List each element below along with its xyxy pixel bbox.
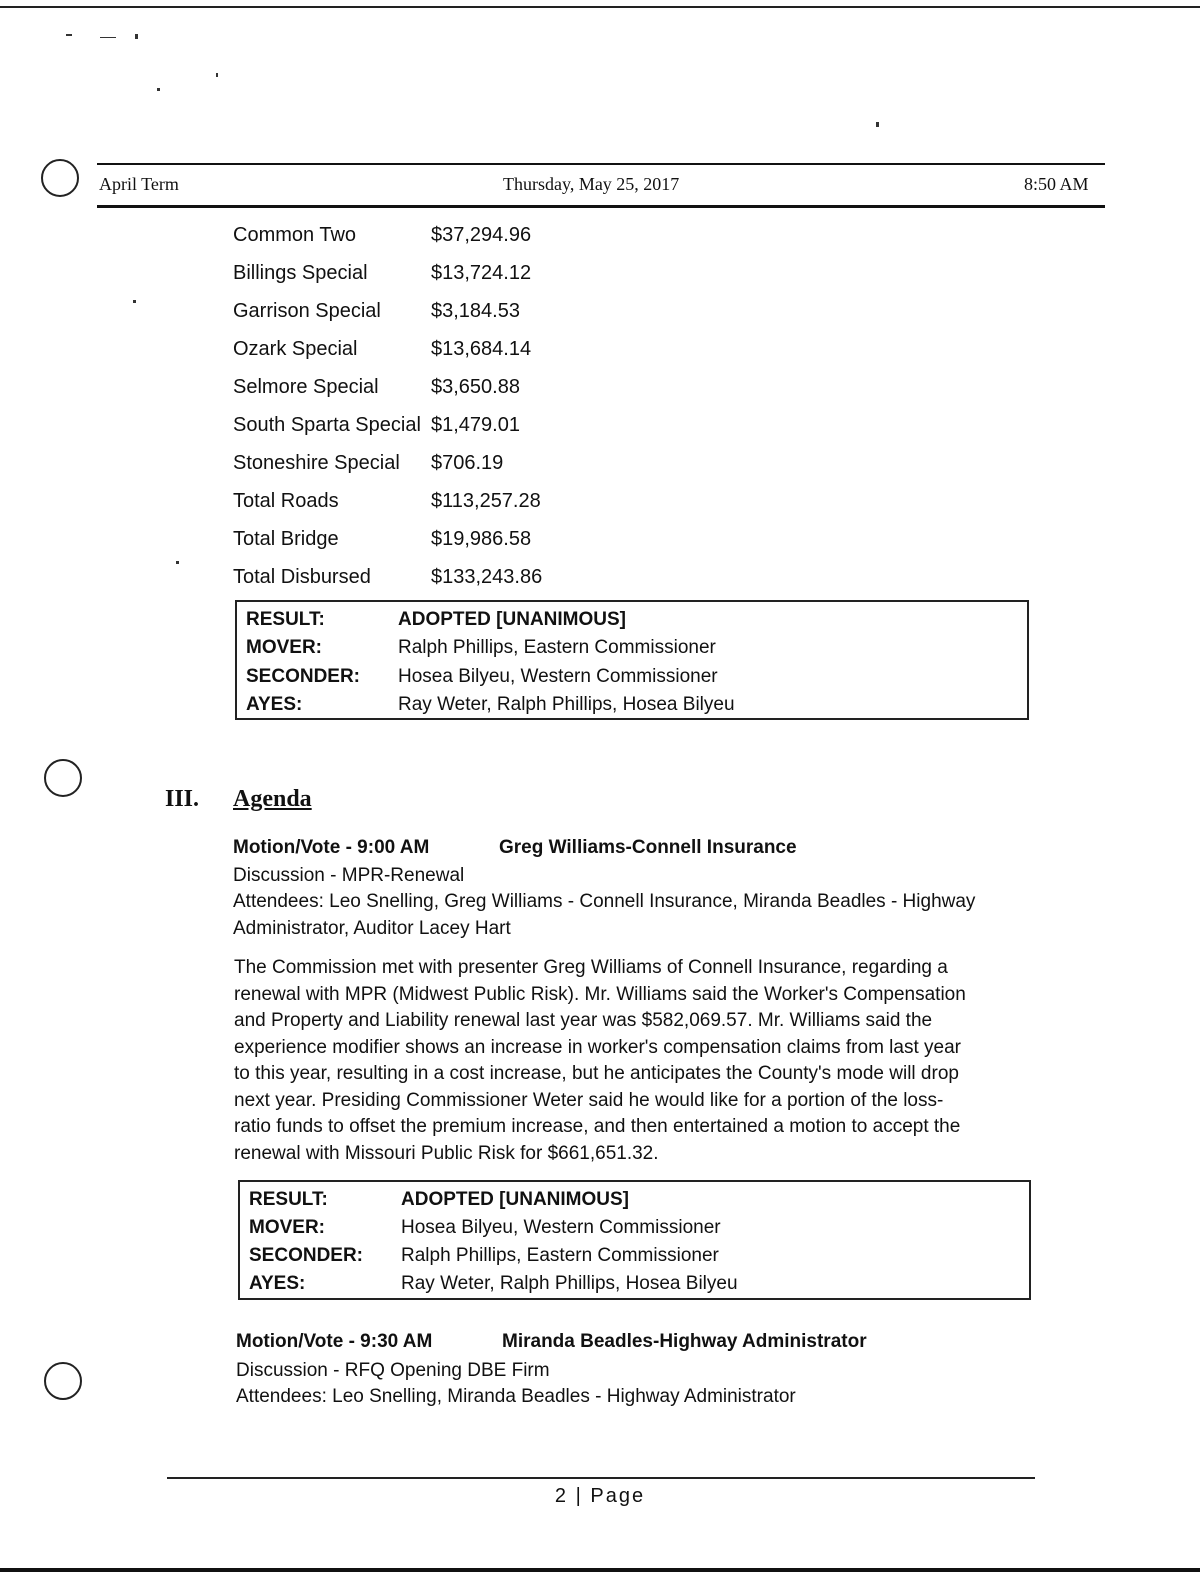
- result-value: ADOPTED [UNANIMOUS]: [401, 1189, 629, 1210]
- discussion-line: Discussion - RFQ Opening DBE Firm: [236, 1360, 550, 1381]
- scan-speck: [66, 34, 72, 36]
- result-value: ADOPTED [UNANIMOUS]: [398, 609, 626, 630]
- section-number: III.: [165, 786, 200, 812]
- paragraph-line: experience modifier shows an increase in worker's compensation claims from last year: [234, 1036, 961, 1058]
- motion-time: Motion/Vote - 9:30 AM: [236, 1331, 433, 1352]
- fund-amount: $133,243.86: [431, 566, 543, 588]
- fund-name: Common Two: [233, 224, 357, 246]
- ayes-label: AYES:: [246, 694, 303, 715]
- fund-name: Total Bridge: [233, 528, 339, 550]
- fund-name: Selmore Special: [233, 376, 379, 398]
- scan-speck: [876, 122, 879, 127]
- header-rule: [97, 163, 1105, 165]
- motion-presenter: Greg Williams-Connell Insurance: [499, 837, 797, 858]
- page-number: 2 | Page: [554, 1485, 646, 1507]
- paragraph-line: ratio funds to offset the premium increase, and then entertained a motion to accept the: [234, 1116, 961, 1137]
- ayes-label: AYES:: [249, 1273, 306, 1294]
- vote-result-box: [235, 600, 1029, 720]
- header-time: 8:50 AM: [1024, 174, 1089, 194]
- attendees-line: Attendees: Leo Snelling, Greg Williams - Connell Insurance, Miranda Beadles - Highway: [233, 891, 976, 912]
- seconder-label: SECONDER:: [246, 666, 361, 687]
- paragraph-line: to this year, resulting in a cost increase, but he anticipates the County's mode will drop: [234, 1063, 959, 1084]
- ayes-value: Ray Weter, Ralph Phillips, Hosea Bilyeu: [398, 694, 735, 715]
- scan-bottom-edge: [0, 1568, 1200, 1572]
- paragraph-line: renewal with MPR (Midwest Public Risk). Mr. Williams said the Worker's Compensation: [234, 983, 966, 1005]
- mover-value: Ralph Phillips, Eastern Commissioner: [398, 637, 716, 658]
- attendees-line: Administrator, Auditor Lacey Hart: [233, 918, 511, 939]
- motion-time: Motion/Vote - 9:00 AM: [233, 837, 430, 858]
- binder-hole: [44, 759, 82, 797]
- fund-name: Total Disbursed: [233, 566, 371, 588]
- binder-hole: [41, 159, 79, 197]
- paragraph-line: The Commission met with presenter Greg Williams of Connell Insurance, regarding a: [234, 957, 948, 978]
- paragraph-line: and Property and Liability renewal last year was $582,069.57. Mr. Williams said the: [234, 1010, 933, 1031]
- minutes-paragraph: [234, 955, 1034, 1167]
- mover-label: MOVER:: [249, 1217, 325, 1238]
- footer-rule: [167, 1477, 1035, 1479]
- seconder-label: SECONDER:: [249, 1245, 364, 1266]
- motion-presenter: Miranda Beadles-Highway Administrator: [502, 1331, 867, 1352]
- mover-value: Hosea Bilyeu, Western Commissioner: [401, 1217, 721, 1238]
- fund-name: Billings Special: [233, 262, 368, 284]
- scan-top-edge: [0, 6, 1200, 8]
- header-date: Thursday, May 25, 2017: [503, 174, 680, 194]
- scan-speck: [157, 88, 160, 91]
- fund-amount: $1,479.01: [431, 414, 520, 436]
- fund-amount: $706.19: [431, 452, 504, 474]
- vote-result-box: [238, 1180, 1031, 1300]
- scan-speck: [133, 300, 136, 303]
- result-label: RESULT:: [246, 609, 325, 630]
- fund-amount: $37,294.96: [431, 224, 532, 246]
- fund-name: South Sparta Special: [233, 414, 421, 436]
- fund-name: Total Roads: [233, 490, 339, 512]
- fund-name: Ozark Special: [233, 338, 358, 360]
- paragraph-line: renewal with Missouri Public Risk for $661,651.32.: [234, 1142, 659, 1164]
- paragraph-line: next year. Presiding Commissioner Weter said he would like for a portion of the loss-: [234, 1089, 944, 1111]
- header-rule: [97, 205, 1105, 208]
- fund-amount: $13,684.14: [431, 338, 532, 360]
- scan-speck: [100, 37, 116, 38]
- fund-amount: $113,257.28: [431, 490, 541, 512]
- seconder-value: Ralph Phillips, Eastern Commissioner: [401, 1245, 719, 1266]
- scan-speck: [176, 561, 179, 564]
- fund-amount: $3,184.53: [431, 300, 520, 322]
- seconder-value: Hosea Bilyeu, Western Commissioner: [398, 666, 718, 687]
- header-term: April Term: [99, 174, 179, 194]
- mover-label: MOVER:: [246, 637, 322, 658]
- fund-amount: $13,724.12: [431, 262, 532, 284]
- ayes-value: Ray Weter, Ralph Phillips, Hosea Bilyeu: [401, 1273, 738, 1294]
- result-label: RESULT:: [249, 1189, 328, 1210]
- fund-amount: $3,650.88: [431, 376, 520, 398]
- scan-speck: [216, 73, 218, 77]
- section-title: Agenda: [233, 786, 312, 812]
- discussion-line: Discussion - MPR-Renewal: [233, 865, 465, 886]
- attendees-line: Attendees: Leo Snelling, Miranda Beadles - Highway Administrator: [236, 1386, 796, 1407]
- scan-speck: [135, 34, 138, 39]
- fund-name: Stoneshire Special: [233, 452, 400, 474]
- binder-hole: [44, 1362, 82, 1400]
- fund-name: Garrison Special: [233, 300, 381, 322]
- fund-amount: $19,986.58: [431, 528, 532, 550]
